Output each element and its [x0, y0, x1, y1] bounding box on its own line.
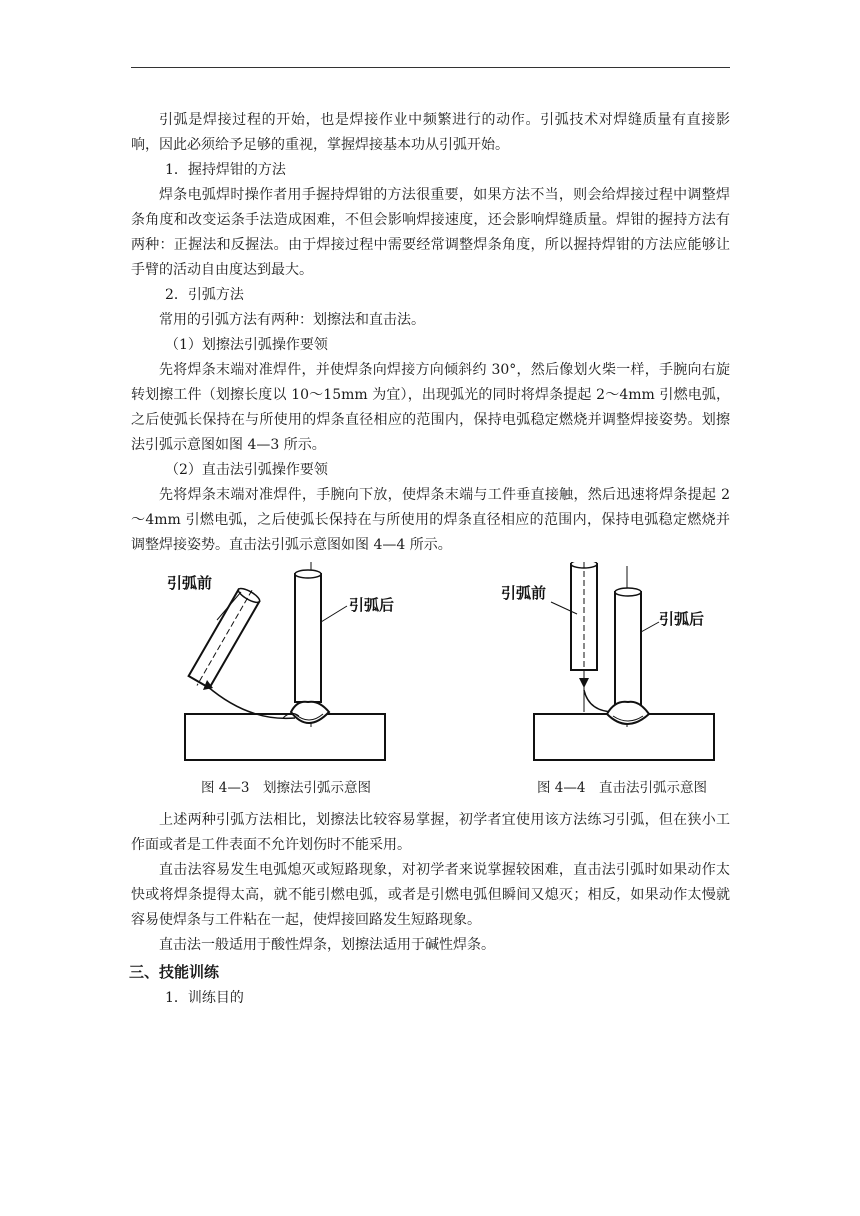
paragraph-intro: 引弧是焊接过程的开始，也是焊接作业中频繁进行的动作。引弧技术对焊缝质量有直接影响，因此必须给予足够的重视，掌握焊接基本功从引弧开始。: [131, 112, 730, 153]
caption-figure-4-3: 图 4—3 划擦法引弧示意图: [201, 780, 371, 796]
paragraph-tap-difficulty: 直击法容易发生电弧熄灭或短路现象，对初学者来说掌握较困难，直击法引弧时如果动作太快或将焊条提得太高，就不能引燃电弧，或者是引燃电弧但瞬间又熄灭；相反，如果动作太慢就容易使焊条与工件粘在一起，使焊接回路发生短路现象。: [131, 862, 730, 928]
caption-figure-4-4: 图 4—4 直击法引弧示意图: [537, 780, 707, 796]
paragraph-electrode-types: 直击法一般适用于酸性焊条，划擦法适用于碱性焊条。: [159, 937, 495, 953]
paragraph-grip: 焊条电弧焊时操作者用手握持焊钳的方法很重要，如果方法不当，则会给焊接过程中调整焊条角度和改变运条手法造成困难，不但会影响焊接速度，还会影响焊缝质量。焊钳的握持方法有两种：正握法和反握法。由于焊接过程中需要经常调整焊条角度，所以握持焊钳的方法应能够让手臂的活动自由度达到最大。: [131, 187, 730, 278]
paragraph-tap: 先将焊条末端对准焊件，手腕向下放，使焊条末端与工件垂直接触，然后迅速将焊条提起 2～4mm 引燃电弧，之后使弧长保持在与所使用的焊条直径相应的范围内，保持电弧稳定燃烧并调整焊接姿势。直击法引弧示意图如图 4—4 所示。: [131, 487, 730, 553]
subheading-scratch: （1）划擦法引弧操作要领: [165, 337, 328, 353]
document-body: [131, 108, 730, 1011]
tap-before-label: 引弧前: [501, 584, 547, 602]
section-heading-skills: 三、技能训练: [129, 963, 220, 981]
paragraph-arc-methods: 常用的引弧方法有两种：划擦法和直击法。: [159, 312, 425, 328]
paragraph-comparison: 上述两种引弧方法相比，划擦法比较容易掌握，初学者宜使用该方法练习引弧，但在狭小工作面或者是工件表面不允许划伤时不能采用。: [131, 812, 730, 853]
tap-method-diagram: [499, 562, 730, 774]
subheading-tap: （2）直击法引弧操作要领: [165, 462, 328, 478]
tap-after-label: 引弧后: [659, 610, 705, 628]
subheading-arc-method: 2．引弧方法: [165, 287, 244, 303]
subheading-training-goal: 1．训练目的: [165, 990, 244, 1006]
scratch-before-label: 引弧前: [167, 574, 213, 592]
figures-row: [131, 562, 730, 808]
paragraph-scratch: 先将焊条末端对准焊件，并使焊条向焊接方向倾斜约 30°，然后像划火柴一样，手腕向右旋转划擦工件（划擦长度以 10～15mm 为宜），出现弧光的同时将焊条提起 2～4mm 引燃电弧，之后使弧长保持在与所使用的焊条直径相应的范围内，保持电弧稳定燃烧并调整焊接姿势。划擦法引弧示意图如图 4—3 所示。: [131, 362, 730, 453]
header-rule: [131, 67, 730, 68]
scratch-after-label: 引弧后: [349, 596, 395, 614]
scratch-method-diagram: [159, 562, 399, 774]
subheading-grip: 1．握持焊钳的方法: [165, 162, 286, 178]
